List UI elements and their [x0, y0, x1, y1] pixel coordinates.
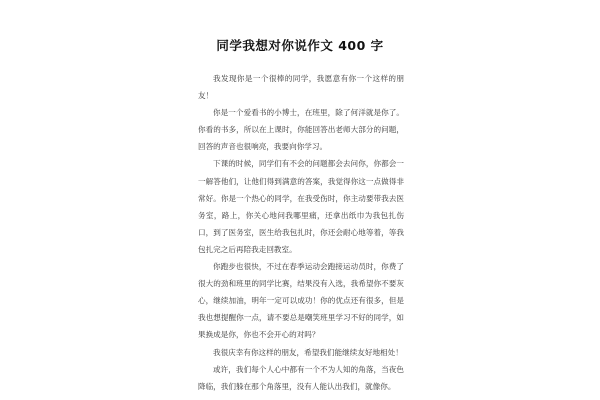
- paragraph: 你跑步也很快，不过在春季运动会跑接运动员时，你费了很大的劲和班里的同学比赛，结果没有入选，我希望你不要灰心，继续加油，明年一定可以成功！你的优点还有很多，但是我也想提醒你一点，请不要总是嘲笑班里学习不好的同学，如果换成是你，你也不会开心的对吗？: [198, 262, 404, 340]
- document-title: 同学我想对你说作文 400 字: [216, 38, 384, 53]
- document-body: [198, 70, 404, 395]
- paragraph: 我发现你是一个很棒的同学，我愿意有你一个这样的朋友！: [198, 74, 404, 101]
- paragraph: 或许，我们每个人心中都有一个不为人知的角落，当夜色降临，我们躲在那个角落里，没有人能认出我们，就像你。: [198, 364, 404, 391]
- paragraph: 你是一个爱看书的小博士，在班里，除了何洋就是你了。你看的书多，所以在上课时，你能回答出老师大部分的问题，回答的声音也很响亮，我要向你学习。: [198, 108, 404, 152]
- paragraph: 下课的时候，同学们有不会的问题都会去问你，你都会一一解答他们，让他们得到满意的答案，我觉得你这一点做得非常好。你是一个热心的同学，在我受伤时，你主动要带我去医务室，路上，你关心地问我哪里痛，还拿出纸巾为我包扎伤口，到了医务室，医生给我包扎时，你还会耐心地等着，等我包扎完之后再陪我走回教室。: [198, 159, 404, 254]
- paragraph: 我很庆幸有你这样的朋友，希望我们能继续友好地相处！: [213, 347, 403, 357]
